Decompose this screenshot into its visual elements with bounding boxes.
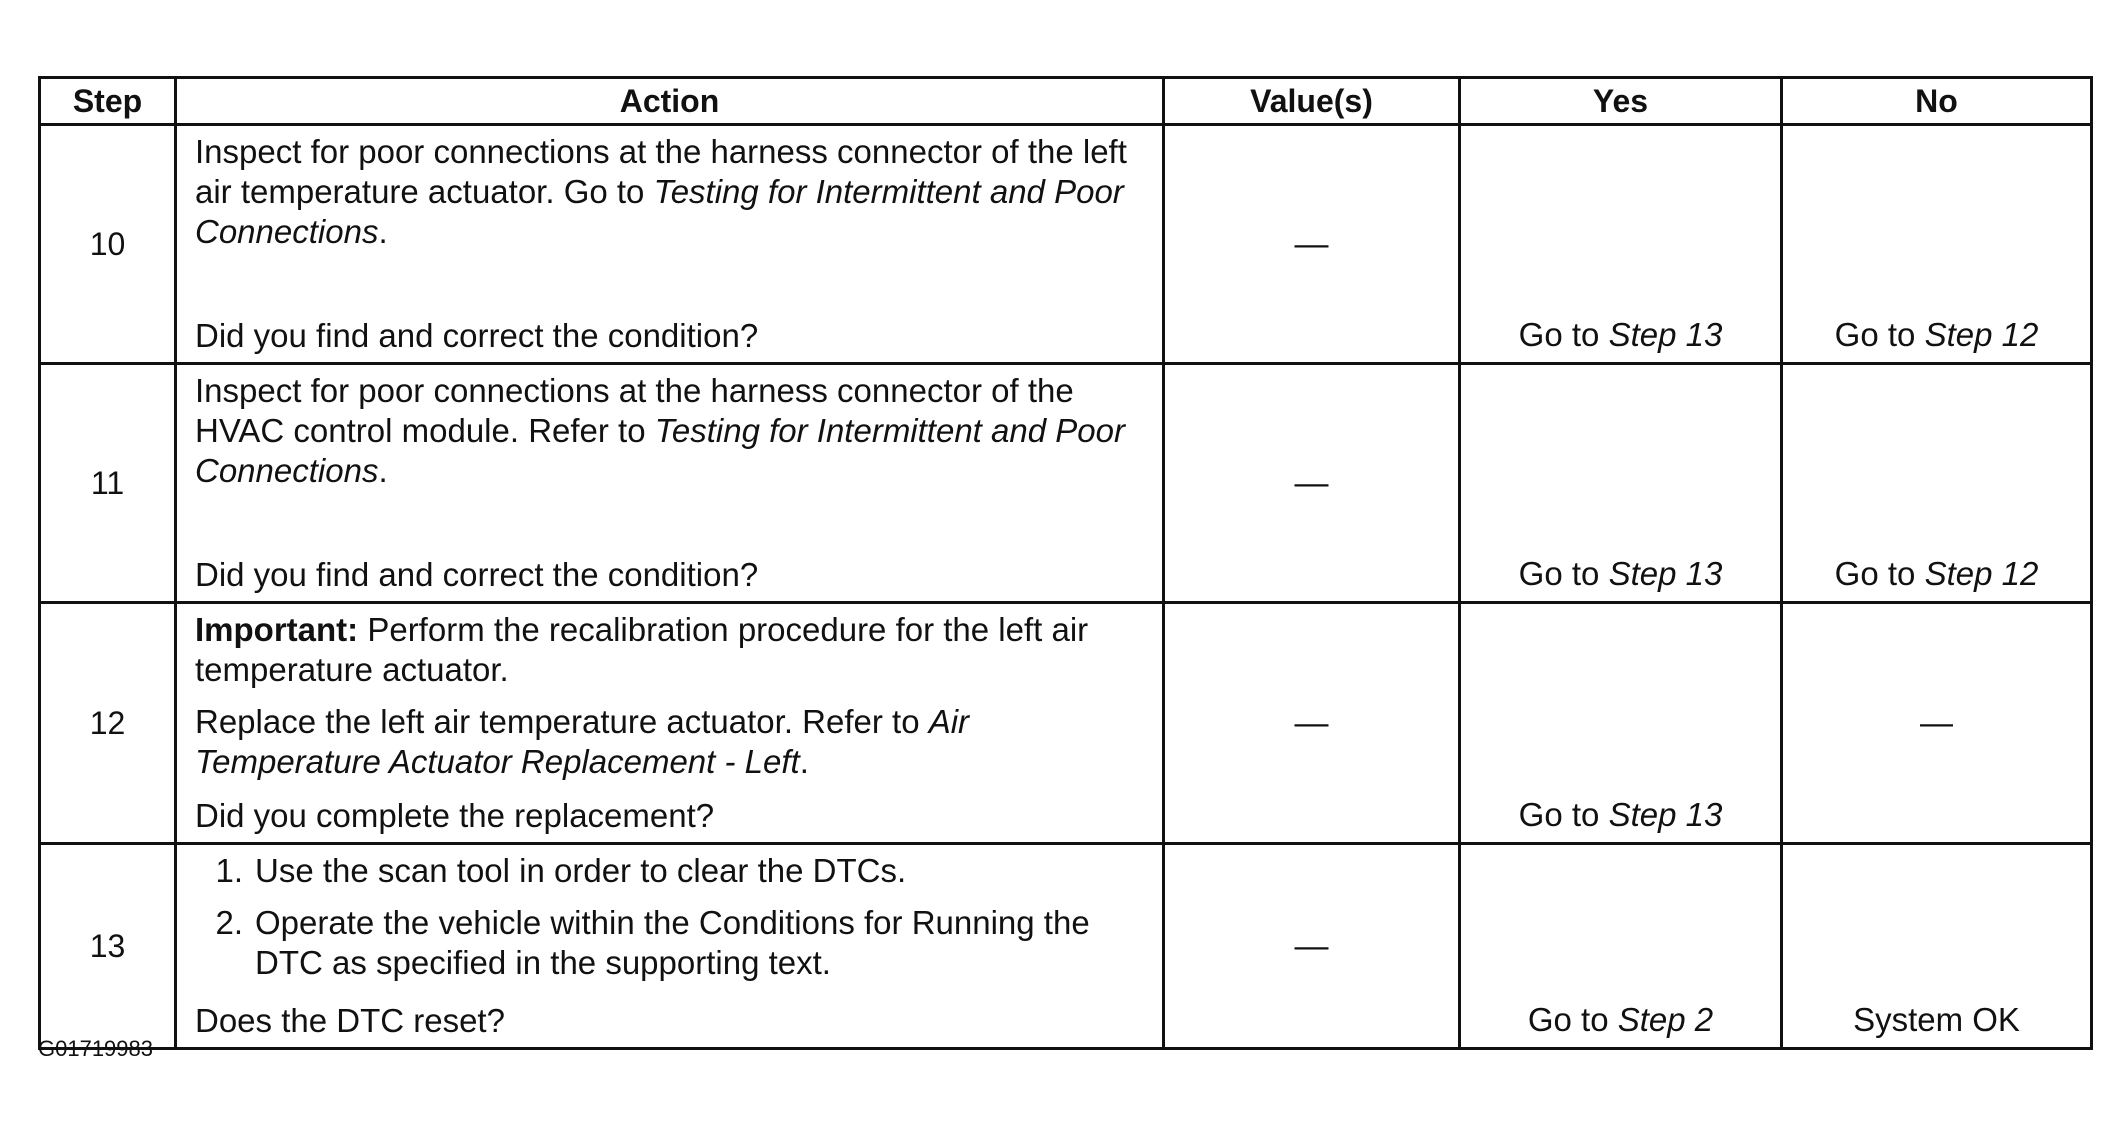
no-step-link[interactable]: Step 12 <box>1924 555 2039 592</box>
action-instruction: Inspect for poor connections at the harness connector of the left air temperature actuator. Go to Testing for Intermittent and Poor Connections. <box>195 133 1127 250</box>
reference-link[interactable]: Air Temperature Actuator Replacement - Left <box>195 703 970 780</box>
important-note: Important: Perform the recalibration procedure for the left air temperature actuator. <box>195 611 1089 688</box>
table-row <box>40 125 2092 364</box>
figure-id: G01719983 <box>38 1036 153 1061</box>
action-cell <box>176 125 1164 364</box>
table-row <box>40 364 2092 603</box>
step-number: 10 <box>40 125 176 364</box>
action-cell <box>176 603 1164 844</box>
value-cell: — <box>1164 364 1460 603</box>
step-number: 12 <box>40 603 176 844</box>
list-item: 1. Use the scan tool in order to clear the DTCs. <box>215 852 907 889</box>
action-cell <box>176 364 1164 603</box>
no-cell: Go to Step 12 <box>1782 125 2092 364</box>
list-item: 2. Operate the vehicle within the Conditions for Running the DTC as specified in the supporting text. <box>215 904 1090 981</box>
step-number: 11 <box>40 364 176 603</box>
action-question: Did you complete the replacement? <box>195 797 715 834</box>
header-values: Value(s) <box>1164 78 1460 125</box>
no-cell: — <box>1782 603 2092 844</box>
value-cell: — <box>1164 844 1460 1049</box>
yes-cell: Go to Step 13 <box>1460 364 1782 603</box>
header-step: Step <box>40 78 176 125</box>
action-cell <box>176 844 1164 1049</box>
value-cell: — <box>1164 125 1460 364</box>
no-step-link[interactable]: Step 12 <box>1924 316 2039 353</box>
action-question: Did you find and correct the condition? <box>195 556 759 593</box>
yes-step-link[interactable]: Step 13 <box>1608 555 1723 592</box>
table-row <box>40 844 2092 1049</box>
yes-cell: Go to Step 2 <box>1460 844 1782 1049</box>
table-row <box>40 603 2092 844</box>
yes-step-link[interactable]: Step 2 <box>1617 1001 1714 1038</box>
reference-link[interactable]: Testing for Intermittent and Poor Connections <box>195 412 1125 489</box>
action-question: Did you find and correct the condition? <box>195 317 759 354</box>
reference-link[interactable]: Testing for Intermittent and Poor Connections <box>195 173 1124 250</box>
yes-cell: Go to Step 13 <box>1460 125 1782 364</box>
value-cell: — <box>1164 603 1460 844</box>
yes-step-link[interactable]: Step 13 <box>1608 316 1723 353</box>
diagnostic-table <box>38 76 2093 1050</box>
header-yes: Yes <box>1460 78 1782 125</box>
no-cell: System OK <box>1782 844 2092 1049</box>
step-number: 13 <box>40 844 176 1049</box>
important-label: Important: <box>195 611 359 648</box>
table-header-row <box>40 78 2092 125</box>
header-no: No <box>1782 78 2092 125</box>
action-question: Does the DTC reset? <box>195 1002 505 1039</box>
no-cell: Go to Step 12 <box>1782 364 2092 603</box>
action-instruction: Inspect for poor connections at the harness connector of the HVAC control module. Refer to Testing for Intermittent and Poor Connections. <box>195 372 1125 489</box>
yes-cell: Go to Step 13 <box>1460 603 1782 844</box>
action-instruction: Replace the left air temperature actuator. Refer to Air Temperature Actuator Replacement - Left. <box>195 703 970 780</box>
yes-step-link[interactable]: Step 13 <box>1608 796 1723 833</box>
header-action: Action <box>176 78 1164 125</box>
